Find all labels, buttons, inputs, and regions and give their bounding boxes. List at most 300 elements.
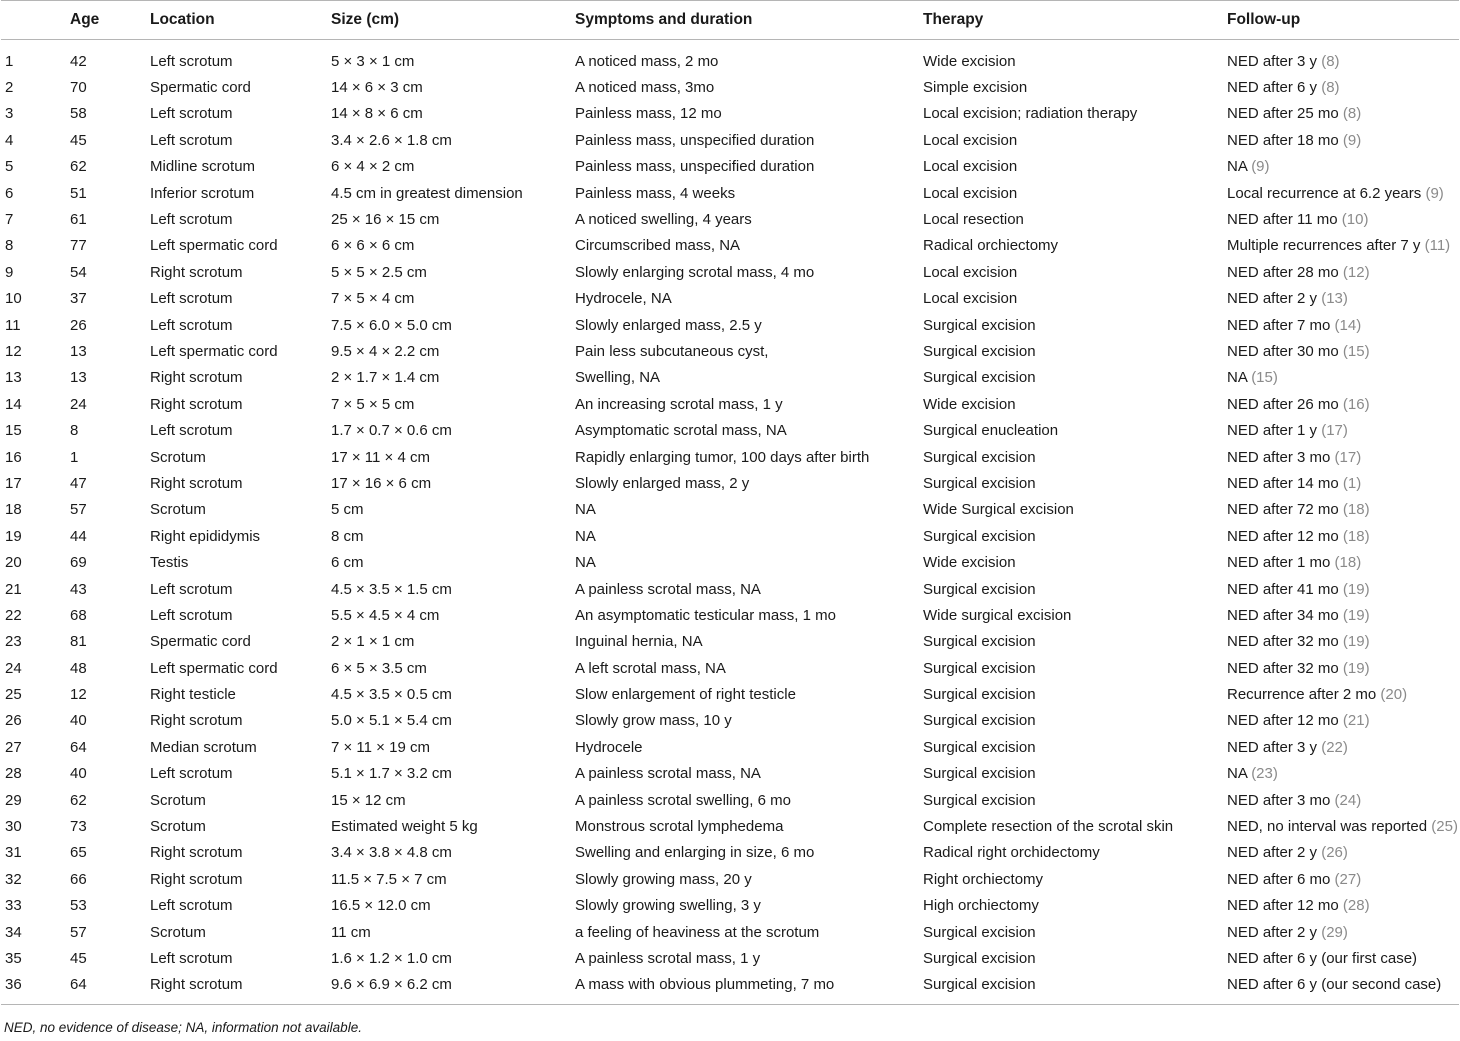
reference-link[interactable]: (8)	[1321, 52, 1340, 70]
table-row	[1, 787, 1459, 813]
follow-up-text: NED after 3 mo	[1227, 448, 1331, 466]
reference-link[interactable]: (8)	[1342, 105, 1362, 123]
table-cell: 8	[70, 422, 79, 440]
table-cell	[1227, 391, 1459, 417]
table-cell: Left scrotum	[150, 606, 233, 624]
table-cell: 1.7 × 0.7 × 0.6 cm	[331, 422, 452, 440]
table-cell: Radical orchiectomy	[923, 237, 1059, 255]
table-cell: 61	[70, 211, 87, 229]
table-cell: 36	[1, 972, 70, 1005]
table-cell: 4	[5, 131, 14, 149]
table-cell: 11	[5, 316, 21, 334]
table-row	[1, 734, 1459, 760]
table-cell: Scrotum	[150, 448, 206, 466]
follow-up-text: NED after 3 mo	[1227, 791, 1331, 809]
table-cell: Slowly growing mass, 20 y	[575, 870, 752, 888]
table-cell: 2 × 1.7 × 1.4 cm	[331, 369, 440, 387]
reference-link[interactable]: (10)	[1341, 211, 1369, 229]
reference-link[interactable]: (16)	[1342, 395, 1370, 413]
table-cell: Left scrotum	[150, 765, 233, 783]
table-cell: 66	[70, 870, 87, 888]
table-cell: 7 × 11 × 19 cm	[331, 738, 430, 756]
table-row	[1, 655, 1459, 681]
follow-up-text: NED after 11 mo	[1227, 211, 1338, 229]
table-cell: Wide excision	[923, 52, 1016, 70]
table-cell: 19	[5, 527, 22, 545]
table-row	[1, 40, 1459, 75]
follow-up-text: NED after 32 mo	[1227, 633, 1339, 651]
table-cell	[1227, 708, 1459, 734]
table-cell: 53	[70, 897, 87, 915]
reference-link[interactable]: (22)	[1321, 738, 1348, 756]
table-cell: 35	[5, 949, 22, 967]
table-cell: Right scrotum	[150, 972, 331, 1005]
follow-up-text: NA	[1227, 765, 1248, 783]
table-cell: Surgical excision	[923, 448, 1036, 466]
follow-up-text: NED after 6 y (our second case)	[1227, 976, 1442, 994]
table-row	[1, 444, 1459, 470]
table-cell: Hydrocele, NA	[575, 290, 672, 308]
table-cell: Asymptomatic scrotal mass, NA	[575, 422, 787, 440]
reference-link[interactable]: (18)	[1342, 501, 1370, 519]
reference-link[interactable]: (17)	[1321, 422, 1348, 440]
reference-link[interactable]: (27)	[1334, 870, 1362, 888]
table-cell: 11.5 × 7.5 × 7 cm	[331, 870, 447, 888]
table-cell: 10	[5, 290, 22, 308]
table-cell: Surgical excision	[923, 765, 1036, 783]
table-cell	[1227, 101, 1459, 127]
table-cell: 3.4 × 3.8 × 4.8 cm	[331, 844, 452, 862]
table-cell: Surgical excision	[923, 369, 1036, 387]
table-cell: Surgical excision	[923, 316, 1036, 334]
table-cell: 7.5 × 6.0 × 5.0 cm	[331, 316, 452, 334]
table-cell: Inguinal hernia, NA	[575, 633, 703, 651]
table-cell: 5 cm	[331, 501, 364, 519]
table-row	[1, 74, 1459, 100]
reference-link[interactable]: (20)	[1380, 686, 1408, 704]
follow-up-text: Local recurrence at 6.2 years	[1227, 184, 1422, 202]
table-cell: 5.1 × 1.7 × 3.2 cm	[331, 765, 452, 783]
table-cell: 13	[70, 369, 87, 387]
table-cell	[1227, 180, 1459, 206]
table-cell: Monstrous scrotal lymphedema	[575, 818, 784, 836]
table-cell: 27	[5, 738, 22, 756]
table-cell	[1227, 681, 1459, 707]
reference-link[interactable]: (25)	[1431, 818, 1458, 836]
follow-up-text: NED after 26 mo	[1227, 395, 1339, 413]
table-cell: Right epididymis	[150, 527, 261, 545]
table-cell	[1227, 444, 1459, 470]
table-cell: Spermatic cord	[150, 79, 251, 97]
table-cell: 6	[5, 184, 14, 202]
table-cell: 1.6 × 1.2 × 1.0 cm	[331, 949, 452, 967]
reference-link[interactable]: (18)	[1342, 527, 1370, 545]
table-cell: 48	[70, 659, 87, 677]
table-cell: 26	[70, 316, 87, 334]
follow-up-text: NED after 30 mo	[1227, 342, 1339, 360]
table-cell: 57	[70, 923, 87, 941]
table-cell: Left scrotum	[150, 131, 233, 149]
table-cell: A noticed swelling, 4 years	[575, 211, 752, 229]
follow-up-text: Recurrence after 2 mo	[1227, 686, 1377, 704]
table-cell: 12	[70, 686, 87, 704]
table-cell: Left spermatic cord	[150, 237, 278, 255]
table-cell: 29	[5, 791, 22, 809]
table-cell	[1227, 972, 1459, 1005]
follow-up-text: NED after 2 y	[1227, 290, 1318, 308]
table-cell: Right orchiectomy	[923, 870, 1044, 888]
table-cell: NA	[575, 501, 596, 519]
table-cell: Inferior scrotum	[150, 184, 255, 202]
table-cell: Surgical excision	[923, 712, 1036, 730]
table-cell: 17 × 16 × 6 cm	[331, 474, 432, 492]
table-cell: 33	[5, 897, 22, 915]
table-cell	[1227, 919, 1459, 945]
reference-link[interactable]: (9)	[1342, 131, 1362, 149]
column-header: Therapy	[923, 1, 1227, 40]
table-cell: 62	[70, 158, 87, 176]
table-cell: Right scrotum	[150, 844, 243, 862]
follow-up-text: NED after 28 mo	[1227, 263, 1339, 281]
table-cell: 40	[70, 765, 87, 783]
table-row	[1, 206, 1459, 232]
table-row	[1, 681, 1459, 707]
table-cell: 68	[70, 606, 87, 624]
table-cell: 4.5 cm in greatest dimension	[331, 184, 523, 202]
reference-link[interactable]: (24)	[1334, 791, 1362, 809]
reference-link[interactable]: (26)	[1321, 844, 1348, 862]
follow-up-text: NED after 3 y	[1227, 52, 1318, 70]
table-row	[1, 761, 1459, 787]
table-cell: 21	[5, 580, 22, 598]
table-cell	[1227, 813, 1459, 839]
table-cell: 6 × 4 × 2 cm	[331, 158, 415, 176]
reference-link[interactable]: (8)	[1321, 79, 1340, 97]
reference-link[interactable]: (23)	[1251, 765, 1278, 783]
table-cell: 57	[70, 501, 87, 519]
table-cell: Slowly grow mass, 10 y	[575, 712, 732, 730]
table-cell: 5 × 5 × 2.5 cm	[331, 263, 427, 281]
table-row	[1, 286, 1459, 312]
table-cell	[1227, 74, 1459, 100]
table-cell: Left scrotum	[150, 422, 233, 440]
table-cell: 13	[70, 342, 87, 360]
table-cell	[1227, 602, 1459, 628]
table-cell	[1227, 549, 1459, 575]
table-row	[1, 919, 1459, 945]
reference-link[interactable]: (12)	[1342, 263, 1370, 281]
table-cell: Spermatic cord	[150, 633, 251, 651]
follow-up-text: Multiple recurrences after 7 y	[1227, 237, 1421, 255]
table-cell: Local excision	[923, 290, 1018, 308]
table-cell: Midline scrotum	[150, 158, 256, 176]
table-cell: Left scrotum	[150, 897, 233, 915]
table-cell: 22	[5, 606, 22, 624]
table-cell: Testis	[150, 554, 189, 572]
table-cell: NA	[575, 554, 596, 572]
table-row	[1, 576, 1459, 602]
table-cell: 58	[70, 105, 87, 123]
table-cell	[1227, 40, 1459, 75]
follow-up-text: NED after 6 y	[1227, 79, 1318, 97]
table-cell: Left scrotum	[150, 105, 233, 123]
table-cell: 1	[5, 52, 14, 70]
table-cell: Surgical excision	[923, 791, 1036, 809]
table-cell: 32	[5, 870, 22, 888]
table-cell: 65	[70, 844, 87, 862]
table-cell	[1227, 206, 1459, 232]
table-row	[1, 312, 1459, 338]
table-cell: 25 × 16 × 15 cm	[331, 211, 440, 229]
column-header: Location	[150, 1, 331, 40]
table-row	[1, 259, 1459, 285]
table-row	[1, 893, 1459, 919]
table-cell: 30	[5, 818, 22, 836]
table-cell: Scrotum	[150, 501, 206, 519]
reference-link[interactable]: (19)	[1342, 633, 1370, 651]
table-cell	[1227, 840, 1459, 866]
table-cell	[1227, 470, 1459, 496]
table-cell: Estimated weight 5 kg	[331, 818, 478, 836]
table-cell: 45	[70, 949, 87, 967]
table-cell	[1227, 761, 1459, 787]
table-cell: 6 cm	[331, 554, 364, 572]
table-cell: 25	[5, 686, 22, 704]
table-cell: Surgical excision	[923, 972, 1227, 1005]
table-cell: Local excision	[923, 184, 1018, 202]
table-cell: 14	[5, 395, 22, 413]
table-cell: 2 × 1 × 1 cm	[331, 633, 415, 651]
table-cell: Scrotum	[150, 791, 206, 809]
table-cell: 1	[70, 448, 79, 466]
table-cell: Median scrotum	[150, 738, 257, 756]
reference-link[interactable]: (17)	[1334, 448, 1362, 466]
table-cell: Right scrotum	[150, 369, 243, 387]
follow-up-text: NED after 7 mo	[1227, 316, 1331, 334]
table-cell: Wide surgical excision	[923, 606, 1072, 624]
table-cell: Left scrotum	[150, 52, 233, 70]
table-cell: Surgical excision	[923, 580, 1036, 598]
table-cell: Surgical excision	[923, 659, 1036, 677]
follow-up-text: NED after 12 mo	[1227, 712, 1339, 730]
table-cell: Left spermatic cord	[150, 342, 278, 360]
table-cell: 15	[5, 422, 22, 440]
reference-link[interactable]: (13)	[1321, 290, 1348, 308]
table-row	[1, 945, 1459, 971]
table-cell	[1227, 945, 1459, 971]
column-header	[1, 1, 70, 40]
column-header: Size (cm)	[331, 1, 575, 40]
follow-up-text: NED after 6 mo	[1227, 870, 1331, 888]
table-cell: 69	[70, 554, 87, 572]
follow-up-text: NED after 1 y	[1227, 422, 1318, 440]
follow-up-text: NED after 3 y	[1227, 738, 1318, 756]
table-cell: Surgical enucleation	[923, 422, 1059, 440]
table-cell: Right scrotum	[150, 870, 243, 888]
reference-link[interactable]: (19)	[1342, 580, 1370, 598]
table-cell: Surgical excision	[923, 474, 1036, 492]
reference-link[interactable]: (15)	[1342, 342, 1370, 360]
table-cell: Left scrotum	[150, 290, 233, 308]
table-row	[1, 233, 1459, 259]
reference-link[interactable]: (21)	[1342, 712, 1370, 730]
follow-up-text: NED after 32 mo	[1227, 659, 1339, 677]
follow-up-text: NED after 18 mo	[1227, 131, 1339, 149]
table-cell	[1227, 866, 1459, 892]
table-row	[1, 549, 1459, 575]
table-cell: A left scrotal mass, NA	[575, 659, 726, 677]
reference-link[interactable]: (9)	[1251, 158, 1270, 176]
table-cell: Hydrocele	[575, 738, 643, 756]
table-cell: Painless mass, unspecified duration	[575, 131, 815, 149]
table-row	[1, 154, 1459, 180]
table-cell: Slowly enlarged mass, 2.5 y	[575, 316, 762, 334]
reference-link[interactable]: (19)	[1342, 606, 1370, 624]
column-header: Symptoms and duration	[575, 1, 923, 40]
table-cell: 64	[70, 972, 150, 1005]
reference-link[interactable]: (9)	[1425, 184, 1444, 202]
follow-up-text: NED after 2 y	[1227, 923, 1318, 941]
table-cell: 16.5 × 12.0 cm	[331, 897, 431, 915]
reference-link[interactable]: (11)	[1424, 237, 1451, 255]
follow-up-text: NED after 41 mo	[1227, 580, 1339, 598]
table-cell: 51	[70, 184, 87, 202]
table-cell: 28	[5, 765, 22, 783]
table-cell: 43	[70, 580, 87, 598]
table-cell: 42	[70, 52, 87, 70]
column-header: Follow-up	[1227, 1, 1459, 40]
table-cell: 73	[70, 818, 87, 836]
reference-link[interactable]: (15)	[1251, 369, 1278, 387]
table-cell: 47	[70, 474, 87, 492]
reference-link[interactable]: (28)	[1342, 897, 1370, 915]
follow-up-text: NED after 1 mo	[1227, 554, 1331, 572]
table-cell: Swelling and enlarging in size, 6 mo	[575, 844, 815, 862]
table-row	[1, 365, 1459, 391]
table-cell	[1227, 154, 1459, 180]
table-cell: 5.5 × 4.5 × 4 cm	[331, 606, 440, 624]
table-row	[1, 708, 1459, 734]
table-footnote: NED, no evidence of disease; NA, information not available.	[4, 1020, 362, 1035]
table-cell: 45	[70, 131, 87, 149]
table-row	[1, 101, 1459, 127]
table-row	[1, 497, 1459, 523]
table-cell: Local excision	[923, 131, 1018, 149]
table-row	[1, 180, 1459, 206]
table-cell: 81	[70, 633, 87, 651]
table-cell: Wide excision	[923, 554, 1016, 572]
header-row	[1, 1, 1459, 40]
follow-up-text: NA	[1227, 158, 1248, 176]
table-cell: Left scrotum	[150, 580, 233, 598]
table-cell	[1227, 893, 1459, 919]
table-cell: 5	[5, 158, 14, 176]
table-cell: 6 × 6 × 6 cm	[331, 237, 415, 255]
table-cell: Local excision; radiation therapy	[923, 105, 1138, 123]
table-cell	[1227, 312, 1459, 338]
table-cell: 7 × 5 × 4 cm	[331, 290, 415, 308]
table-cell: 9.6 × 6.9 × 6.2 cm	[331, 972, 575, 1005]
table-cell: Surgical excision	[923, 527, 1036, 545]
table-cell: Painless mass, 12 mo	[575, 105, 722, 123]
table-cell: 16	[5, 448, 22, 466]
table-cell: 17	[5, 474, 22, 492]
table-cell: An increasing scrotal mass, 1 y	[575, 395, 783, 413]
table-row	[1, 972, 1459, 1005]
table-cell: Right scrotum	[150, 474, 243, 492]
table-cell: Surgical excision	[923, 738, 1036, 756]
table-cell: Painless mass, 4 weeks	[575, 184, 736, 202]
table-cell: Painless mass, unspecified duration	[575, 158, 815, 176]
table-cell: 11 cm	[331, 923, 371, 941]
table-cell: Surgical excision	[923, 949, 1036, 967]
table-cell: 12	[5, 342, 22, 360]
table-cell: Right testicle	[150, 686, 236, 704]
table-cell	[1227, 338, 1459, 364]
table-cell: Simple excision	[923, 79, 1028, 97]
follow-up-text: NED after 12 mo	[1227, 897, 1339, 915]
table-cell: 44	[70, 527, 87, 545]
table-cell: Surgical excision	[923, 342, 1036, 360]
table-row	[1, 629, 1459, 655]
table-row	[1, 866, 1459, 892]
table-cell	[1227, 734, 1459, 760]
table-cell: A mass with obvious plummeting, 7 mo	[575, 972, 923, 1005]
table-cell: a feeling of heaviness at the scrotum	[575, 923, 820, 941]
table-cell: 13	[5, 369, 22, 387]
reference-link[interactable]: (14)	[1334, 316, 1362, 334]
table-cell: 23	[5, 633, 22, 651]
follow-up-text: NED, no interval was reported	[1227, 818, 1428, 836]
reference-link[interactable]: (18)	[1334, 554, 1362, 572]
table-cell: Slowly enlarged mass, 2 y	[575, 474, 750, 492]
table-cell: Surgical excision	[923, 686, 1036, 704]
table-cell: 9	[5, 263, 14, 281]
table-cell	[1227, 629, 1459, 655]
table-cell: Surgical excision	[923, 633, 1036, 651]
table-cell: A painless scrotal swelling, 6 mo	[575, 791, 791, 809]
table-cell: 8	[5, 237, 14, 255]
table-cell	[1227, 576, 1459, 602]
table-row	[1, 602, 1459, 628]
table-cell: 15 × 12 cm	[331, 791, 406, 809]
table-cell: A painless scrotal mass, NA	[575, 765, 761, 783]
table-cell: 26	[5, 712, 22, 730]
table-cell: 4.5 × 3.5 × 1.5 cm	[331, 580, 452, 598]
follow-up-text: NED after 12 mo	[1227, 527, 1339, 545]
follow-up-text: NED after 6 y (our first case)	[1227, 949, 1418, 967]
table-cell: 31	[5, 844, 22, 862]
table-cell: Right scrotum	[150, 712, 243, 730]
reference-link[interactable]: (29)	[1321, 923, 1348, 941]
reference-link[interactable]: (19)	[1342, 659, 1370, 677]
case-table	[1, 0, 1459, 1005]
table-cell: A painless scrotal mass, NA	[575, 580, 761, 598]
table-cell: Rapidly enlarging tumor, 100 days after birth	[575, 448, 870, 466]
table-cell: 37	[70, 290, 87, 308]
table-cell	[1227, 497, 1459, 523]
table-cell: 3	[5, 105, 14, 123]
reference-link[interactable]: (1)	[1342, 474, 1362, 492]
table-cell: 77	[70, 237, 87, 255]
table-cell: 24	[5, 659, 22, 677]
table-cell: 64	[70, 738, 87, 756]
table-cell: 62	[70, 791, 87, 809]
table-cell: Scrotum	[150, 818, 206, 836]
table-cell: Right scrotum	[150, 395, 243, 413]
column-header: Age	[70, 1, 150, 40]
table-cell: High orchiectomy	[923, 897, 1039, 915]
